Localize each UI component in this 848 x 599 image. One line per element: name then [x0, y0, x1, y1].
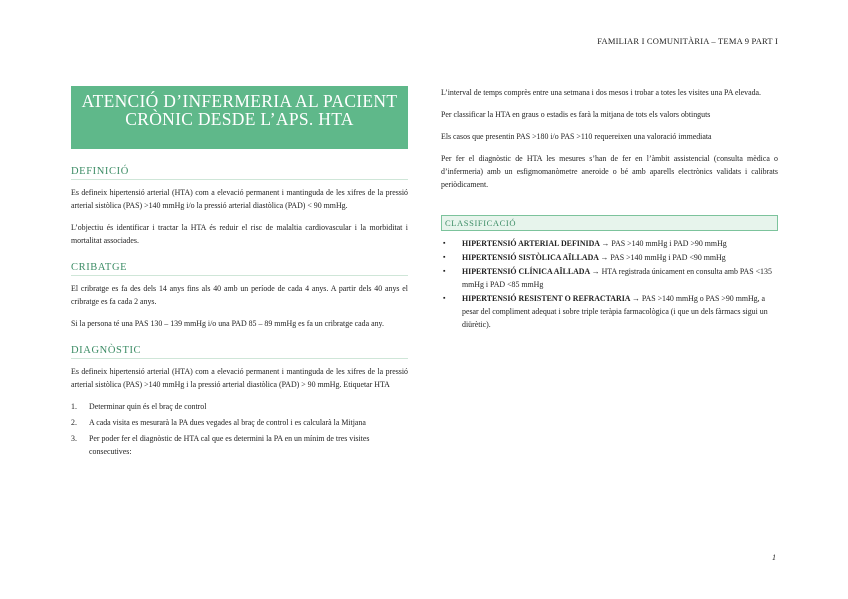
section-title-cribratge: CRIBATGE — [71, 262, 408, 276]
running-header: FAMILIAR I COMUNITÀRIA – TEMA 9 PART I — [597, 36, 778, 46]
list-item — [71, 416, 408, 429]
diagnostic-steps-list — [71, 400, 408, 458]
classification-desc: PAS >140 mmHg i PAD >90 mmHg — [609, 239, 727, 248]
list-number: 3. — [71, 434, 77, 443]
document-title: ATENCIÓ D’INFERMERIA AL PACIENT CRÒNIC DESDE L’APS. HTA — [71, 86, 408, 149]
list-number: 1. — [71, 402, 77, 411]
classification-desc: PAS >140 mmHg o PAS >90 mmHg, a pesar del compliment adequat i sobre triple teràpia farmacològica (i que un dels fàrmacs sigui un diürètic). — [462, 294, 768, 329]
cribratge-paragraph-1: El cribratge es fa des dels 14 anys fins als 40 amb un període de cada 4 anys. A partir dels 40 anys el cribratge es fa cada 2 anys. — [71, 284, 408, 306]
classification-term: HIPERTENSIÓ RESISTENT O REFRACTARIA → — [462, 294, 640, 303]
cribratge-paragraph-2: Si la persona té una PAS 130 – 139 mmHg i/o una PAD 85 – 89 mmHg es fa un cribratge cada any. — [71, 319, 384, 328]
urgent-cases-paragraph: Els casos que presentin PAS >180 i/o PAS >110 requereixen una valoració immediata — [441, 132, 712, 141]
interval-paragraph: L’interval de temps comprès entre una setmana i dos mesos i trobar a totes les visites una PA elevada. — [441, 88, 762, 97]
page-number: 1 — [772, 553, 776, 562]
measurement-paragraph: Per fer el diagnòstic de HTA les mesures s’han de fer en l’àmbit assistencial (consulta mèdica o d’infermeria) amb un esfigmomanòmetre aneroide o bé amb aparells electrònics validats i calibrats periòdicament. — [441, 154, 778, 189]
classification-desc: PAS >140 mmHg i PAD <90 mmHg — [608, 253, 726, 262]
list-item-text: Determinar quin és el braç de control — [89, 402, 207, 411]
section-title-diagnostic: DIAGNÒSTIC — [71, 345, 408, 359]
classification-term: HIPERTENSIÓ SISTÒLICA AÏLLADA → — [462, 253, 609, 262]
section-title-classificacio: CLASSIFICACIÓ — [441, 215, 778, 231]
square-bullet-icon: ▪ — [443, 267, 446, 275]
list-item-text: Per poder fer el diagnòstic de HTA cal que es determini la PA en un mínim de tres visites consecutives: — [89, 434, 370, 456]
list-number: 2. — [71, 418, 77, 427]
list-item — [441, 251, 778, 264]
list-item — [441, 237, 778, 250]
diagnostic-paragraph-1: Es defineix hipertensió arterial (HTA) com a elevació permanent i mantinguda de les xifres de la pressió arterial sistòlica (PAS) >140 mmHg i la pressió arterial diastòlica (PAD) > 90 mmHg. Etiquetar HTA — [71, 367, 408, 389]
classification-term: HIPERTENSIÓ CLÍNICA AÏLLADA → — [462, 267, 600, 276]
list-item — [71, 400, 408, 413]
square-bullet-icon: ▪ — [443, 253, 446, 261]
classification-method-paragraph: Per classificar la HTA en graus o estadis es farà la mitjana de tots els valors obtinguts — [441, 110, 711, 119]
definicio-paragraph-2: L’objectiu és identificar i tractar la HTA és reduir el risc de malaltia cardiovascular i la morbiditat i mortalitat associades. — [71, 223, 408, 245]
square-bullet-icon: ▪ — [443, 294, 446, 302]
list-item — [441, 292, 778, 331]
definicio-paragraph-1: Es defineix hipertensió arterial (HTA) com a elevació permanent i mantinguda de les xifres de la pressió arterial sistòlica (PAS) >140 mmHg i/o la pressió arterial diastòlica (PAD) < 90 mmHg. — [71, 188, 408, 210]
classification-list — [441, 237, 778, 331]
square-bullet-icon: ▪ — [443, 239, 446, 247]
list-item — [71, 432, 408, 458]
right-column — [441, 86, 778, 332]
left-column — [71, 86, 408, 461]
classification-desc: HTA registrada únicament en consulta amb PAS <135 mmHg i PAD <85 mmHg — [462, 267, 772, 289]
classification-term: HIPERTENSIÓ ARTERIAL DEFINIDA → — [462, 239, 610, 248]
list-item — [441, 265, 778, 291]
section-title-definicio: DEFINICIÓ — [71, 166, 408, 180]
list-item-text: A cada visita es mesurarà la PA dues vegades al braç de control i es calcularà la Mitjana — [89, 418, 366, 427]
